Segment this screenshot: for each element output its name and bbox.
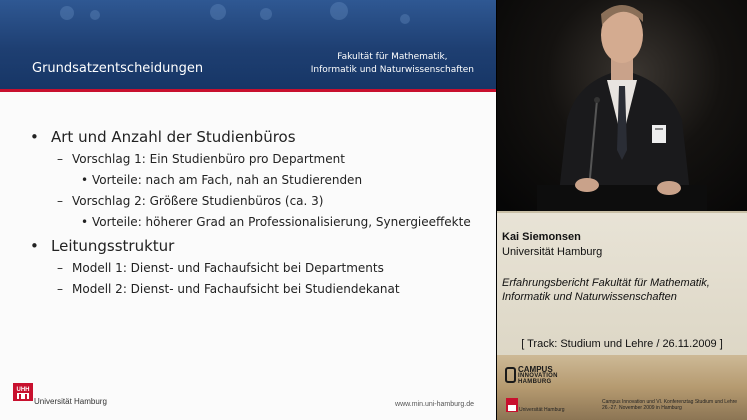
list-item-text: Modell 1: Dienst- und Fachaufsicht bei Departments — [72, 261, 384, 275]
list-item — [30, 170, 471, 191]
header-decoration — [210, 4, 226, 20]
talk-title: Erfahrungsbericht Fakultät für Mathematik, Informatik und Naturwissenschaften — [502, 277, 710, 303]
header-decoration — [400, 14, 410, 24]
speaker-info-panel — [497, 211, 747, 355]
list-item — [30, 237, 471, 258]
bullet-mark: • — [81, 173, 89, 187]
dash-mark: – — [57, 261, 63, 275]
slide-header — [0, 0, 496, 89]
list-item-text: Vorteile: nach am Fach, nah an Studierenden — [92, 173, 363, 187]
list-item — [30, 191, 471, 212]
header-decoration — [90, 10, 100, 20]
footer-university: Universität Hamburg — [519, 407, 565, 413]
campus-innovation-logo — [505, 365, 563, 387]
list-item — [30, 258, 471, 279]
header-divider — [0, 89, 496, 92]
logo-line: INNOVATION — [518, 373, 558, 379]
list-item-text: Art und Anzahl der Studienbüros — [51, 128, 296, 146]
faculty-line: Fakultät für Mathematik, — [337, 52, 448, 62]
speaker-affiliation: Universität Hamburg — [502, 246, 603, 258]
dash-mark: – — [57, 194, 63, 208]
faculty-url: www.min.uni-hamburg.de — [395, 401, 474, 408]
university-name: Universität Hamburg — [34, 397, 107, 406]
list-item-text: Leitungsstruktur — [51, 237, 175, 255]
list-item-text: Vorteile: höherer Grad an Professionalisierung, Synergieeffekte — [92, 215, 471, 229]
list-item — [30, 149, 471, 170]
bullet-mark: • — [30, 237, 39, 255]
speaker-video[interactable] — [497, 0, 747, 211]
header-decoration — [60, 6, 74, 20]
slide-title: Grundsatzentscheidungen — [32, 61, 204, 76]
faculty-line: Informatik und Naturwissenschaften — [310, 65, 474, 75]
logo-line: HAMBURG — [518, 379, 552, 385]
bullet-list — [30, 128, 471, 300]
conference-info: Campus Innovation und VI. Konferenztag Studium und Lehre 26.-27. November 2009 in Hamburg — [602, 399, 738, 411]
list-item — [30, 279, 471, 300]
university-logo-icon — [13, 383, 33, 401]
bullet-mark: • — [30, 128, 39, 146]
speaker-name: Kai Siemonsen — [502, 231, 581, 243]
logo-line: CAMPUS — [518, 365, 553, 374]
track-label: [ Track: Studium und Lehre / 26.11.2009 ] — [521, 338, 723, 350]
university-logo-icon — [506, 398, 518, 412]
header-decoration — [330, 2, 348, 20]
list-item — [30, 212, 471, 233]
list-item — [30, 128, 471, 149]
header-decoration — [260, 8, 272, 20]
list-item-text: Vorschlag 1: Ein Studienbüro pro Department — [72, 152, 345, 166]
campus-innovation-icon — [505, 367, 516, 383]
speaker-figure — [497, 0, 747, 211]
bullet-mark: • — [81, 215, 89, 229]
conference-banner — [497, 355, 747, 420]
list-item-text: Vorschlag 2: Größere Studienbüros (ca. 3) — [72, 194, 324, 208]
dash-mark: – — [57, 152, 63, 166]
logo-text: UHH — [16, 387, 30, 393]
list-item-text: Modell 2: Dienst- und Fachaufsicht bei Studiendekanat — [72, 282, 400, 296]
dash-mark: – — [57, 282, 63, 296]
faculty-label — [311, 51, 474, 77]
